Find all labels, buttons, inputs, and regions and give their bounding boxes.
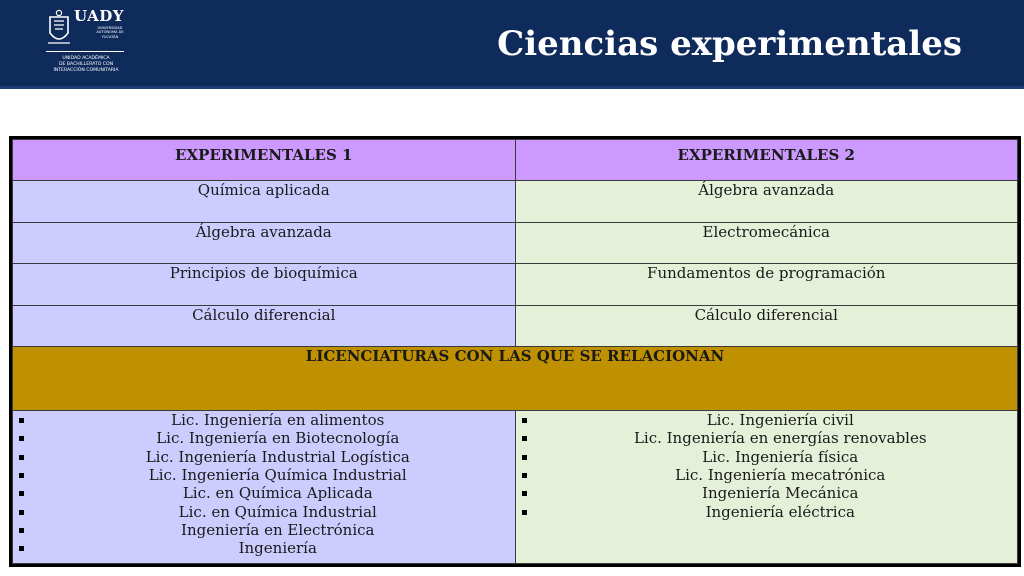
list-item: Lic. Ingeniería en energías renovables (522, 429, 1018, 447)
table-header-row (13, 140, 1018, 181)
table-row (13, 181, 1018, 222)
list-item: Ingeniería en Electrónica (19, 521, 515, 539)
list-item: Lic. Ingeniería civil (522, 411, 1018, 429)
table-cell: Electromecánica (515, 222, 1018, 263)
table-cell: Química aplicada (13, 181, 516, 222)
degrees-list-cell-left (13, 411, 516, 564)
table-cell: Álgebra avanzada (515, 181, 1018, 222)
header-divider (0, 86, 1024, 89)
table-row (13, 264, 1018, 305)
licenciaturas-heading: LICENCIATURAS CON LAS QUE SE RELACIONAN (13, 347, 1018, 411)
header-bar (0, 0, 1024, 86)
licenciaturas-band-row (13, 347, 1018, 411)
logo-unit-line: INTERACCIÓN COMUNITARIA (53, 68, 119, 74)
table-cell: Fundamentos de programación (515, 264, 1018, 305)
list-item: Lic. Ingeniería mecatrónica (522, 466, 1018, 484)
degrees-list-right (516, 411, 1018, 521)
table-cell: Álgebra avanzada (13, 222, 516, 263)
list-item: Lic. Ingeniería en alimentos (19, 411, 515, 429)
list-item: Lic. en Química Industrial (19, 503, 515, 521)
list-item: Lic. Ingeniería Química Industrial (19, 466, 515, 484)
subjects-table (9, 136, 1021, 567)
logo-divider (46, 51, 124, 52)
column-header-experimentales-2: EXPERIMENTALES 2 (515, 140, 1018, 181)
logo-name: UADY (74, 7, 124, 25)
table-cell: Cálculo diferencial (13, 305, 516, 346)
degrees-list-cell-right (515, 411, 1018, 564)
list-item: Ingeniería (19, 539, 515, 557)
logo-unit (40, 56, 132, 75)
list-item: Ingeniería eléctrica (522, 503, 1018, 521)
list-item: Ingeniería Mecánica (522, 484, 1018, 502)
table-row (13, 222, 1018, 263)
university-seal-icon (46, 9, 72, 49)
degrees-list-left (13, 411, 515, 557)
table-cell: Cálculo diferencial (515, 305, 1018, 346)
column-header-experimentales-1: EXPERIMENTALES 1 (13, 140, 516, 181)
logo-subtitle: UNIVERSIDAD AUTÓNOMA DE YUCATÁN (96, 26, 124, 39)
list-item: Lic. Ingeniería en Biotecnología (19, 429, 515, 447)
logo-unit-line: DE BACHILLERATO CON (58, 62, 114, 68)
table-cell: Principios de bioquímica (13, 264, 516, 305)
list-item: Lic. Ingeniería Industrial Logística (19, 448, 515, 466)
uady-logo (44, 7, 128, 83)
table-row (13, 305, 1018, 346)
degrees-row (13, 411, 1018, 564)
page-title: Ciencias experimentales (497, 24, 962, 64)
list-item: Lic. en Química Aplicada (19, 484, 515, 502)
list-item: Lic. Ingeniería física (522, 448, 1018, 466)
logo-unit-line: UNIDAD ACADÉMICA (62, 56, 110, 61)
